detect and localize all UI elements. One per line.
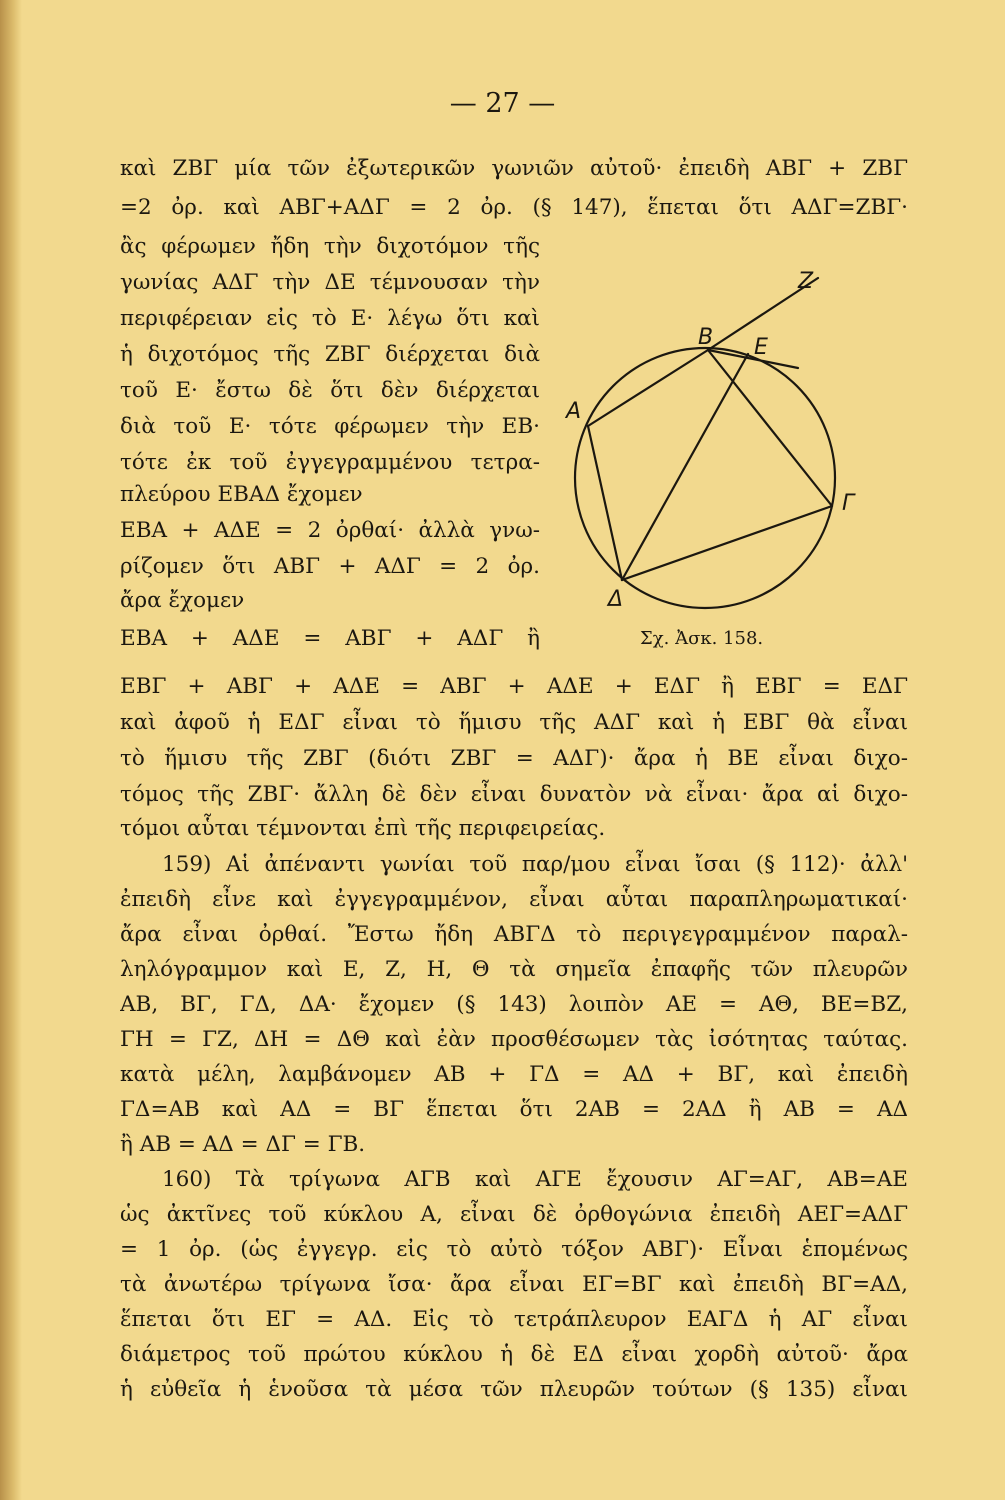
text-line: ἕπεται ὅτι ΕΓ = ΑΔ. Εἰς τὸ τετράπλευρον ΕΑΓΔ ἡ ΑΓ εἶναι bbox=[120, 1307, 908, 1332]
text-line: καὶ ἀφοῦ ἡ ΕΔΓ εἶναι τὸ ἥμισυ τῆς ΑΔΓ καὶ ἡ ΕΒΓ θὰ εἶναι bbox=[120, 710, 908, 735]
text-line: πλεύρου ΕΒΑΔ ἔχομεν bbox=[120, 482, 363, 507]
text-line: ἐπειδὴ εἶνε καὶ ἐγγεγραμμένον, εἶναι αὗται παραπληρωματικαί· bbox=[120, 887, 908, 912]
label-g: Γ bbox=[842, 491, 855, 516]
text-line: ἡ εὐθεῖα ἡ ἑνοῦσα τὰ μέσα τῶν πλευρῶν τούτων (§ 135) εἶναι bbox=[120, 1377, 908, 1402]
text-line: ἂς φέρωμεν ἤδη τὴν διχοτόμον τῆς bbox=[120, 234, 540, 259]
text-line: 159) Αἱ ἀπέναντι γωνίαι τοῦ παρ/μου εἶναι ἴσαι (§ 112)· ἀλλ' bbox=[162, 852, 908, 877]
text-line: ὡς ἀκτῖνες τοῦ κύκλου Α, εἶναι δὲ ὀρθογώνια ἐπειδὴ ΑΕΓ=ΑΔΓ bbox=[120, 1202, 908, 1227]
line-da bbox=[588, 426, 622, 580]
text-line: τότε ἐκ τοῦ ἐγγεγραμμένου τετρα- bbox=[120, 450, 540, 475]
text-line: ΑΒ, ΒΓ, ΓΔ, ΔΑ· ἔχομεν (§ 143) λοιπὸν ΑΕ = ΑΘ, ΒΕ=ΒΖ, bbox=[120, 992, 908, 1017]
text-line: ΕΒΑ + ΑΔΕ = 2 ὀρθαί· ἀλλὰ γνω- bbox=[120, 518, 540, 543]
text-line: καὶ ΖΒΓ μία τῶν ἐξωτερικῶν γωνιῶν αὐτοῦ· ἐπειδὴ ΑΒΓ + ΖΒΓ bbox=[120, 156, 908, 181]
text-line: ἢ ΑΒ = ΑΔ = ΔΓ = ΓΒ. bbox=[120, 1132, 366, 1157]
text-line: ΕΒΓ + ΑΒΓ + ΑΔΕ = ΑΒΓ + ΑΔΕ + ΕΔΓ ἢ ΕΒΓ = ΕΔΓ bbox=[120, 674, 908, 699]
label-z: Z bbox=[798, 269, 814, 294]
circumscribed-circle bbox=[575, 348, 835, 608]
text-line: τὰ ἀνωτέρω τρίγωνα ἴσα· ἄρα εἶναι ΕΓ=ΒΓ καὶ ἐπειδὴ ΒΓ=ΑΔ, bbox=[120, 1272, 908, 1297]
text-line: γωνίας ΑΔΓ τὴν ΔΕ τέμνουσαν τὴν bbox=[120, 270, 540, 295]
text-line: περιφέρειαν εἰς τὸ Ε· λέγω ὅτι καὶ bbox=[120, 306, 540, 331]
text-line: διὰ τοῦ Ε· τότε φέρωμεν τὴν ΕΒ· bbox=[120, 414, 540, 439]
text-line: τοῦ Ε· ἔστω δὲ ὅτι δὲν διέρχεται bbox=[120, 378, 540, 403]
figure-caption: Σχ. Ἀσκ. 158. bbox=[640, 628, 764, 649]
book-gutter bbox=[0, 0, 22, 1500]
text-line: τόμοι αὗται τέμνονται ἐπὶ τῆς περιφειρείας. bbox=[120, 816, 606, 841]
text-line: διάμετρος τοῦ πρώτου κύκλου ἡ δὲ ΕΔ εἶναι χορδὴ αὐτοῦ· ἄρα bbox=[120, 1342, 908, 1367]
line-gd bbox=[622, 506, 832, 580]
text-line: τόμος τῆς ΖΒΓ· ἄλλη δὲ δὲν εἶναι δυνατὸν νὰ εἶναι· ἄρα αἱ διχο- bbox=[120, 782, 908, 807]
text-line: ληλόγραμμον καὶ Ε, Ζ, Η, Θ τὰ σημεῖα ἐπαφῆς τῶν πλευρῶν bbox=[120, 957, 908, 982]
page-number: — 27 — bbox=[449, 88, 556, 119]
text-line: ἡ διχοτόμος τῆς ΖΒΓ διέρχεται διὰ bbox=[120, 342, 540, 367]
label-d: Δ bbox=[608, 587, 624, 612]
geometry-figure bbox=[560, 258, 890, 658]
line-bg bbox=[708, 350, 832, 506]
label-b: B bbox=[698, 325, 714, 350]
text-line: ἄρα εἶναι ὀρθαί. Ἔστω ἤδη ΑΒΓΔ τὸ περιγεγραμμένον παραλ- bbox=[120, 922, 908, 947]
text-line: =2 ὀρ. καὶ ΑΒΓ+ΑΔΓ = 2 ὀρ. (§ 147), ἕπεται ὅτι ΑΔΓ=ΖΒΓ· bbox=[120, 195, 908, 220]
line-de bbox=[622, 354, 748, 580]
text-line: ΕΒΑ + ΑΔΕ = ΑΒΓ + ΑΔΓ ἢ bbox=[120, 626, 540, 651]
text-line: ΓΔ=ΑΒ καὶ ΑΔ = ΒΓ ἕπεται ὅτι 2ΑΒ = 2ΑΔ ἢ ΑΒ = ΑΔ bbox=[120, 1097, 908, 1122]
text-line: 160) Τὰ τρίγωνα ΑΓΒ καὶ ΑΓΕ ἔχουσιν ΑΓ=ΑΓ, ΑΒ=ΑΕ bbox=[162, 1167, 908, 1192]
text-line: τὸ ἥμισυ τῆς ΖΒΓ (διότι ΖΒΓ = ΑΔΓ)· ἄρα ἡ ΒΕ εἶναι διχο- bbox=[120, 746, 908, 771]
text-line: ρίζομεν ὅτι ΑΒΓ + ΑΔΓ = 2 ὀρ. bbox=[120, 554, 540, 579]
text-line: = 1 ὀρ. (ὡς ἐγγεγρ. εἰς τὸ αὐτὸ τόξον ΑΒΓ)· Εἶναι ἑπομένως bbox=[120, 1237, 908, 1262]
label-a: A bbox=[566, 399, 582, 424]
text-line: κατὰ μέλη, λαμβάνομεν ΑΒ + ΓΔ = ΑΔ + ΒΓ, καὶ ἐπειδὴ bbox=[120, 1062, 908, 1087]
label-e: E bbox=[754, 335, 768, 360]
text-line: ΓΗ = ΓΖ, ΔΗ = ΔΘ καὶ ἐὰν προσθέσωμεν τὰς ἰσότητας ταύτας. bbox=[120, 1027, 908, 1052]
text-line: ἄρα ἔχομεν bbox=[120, 588, 245, 613]
